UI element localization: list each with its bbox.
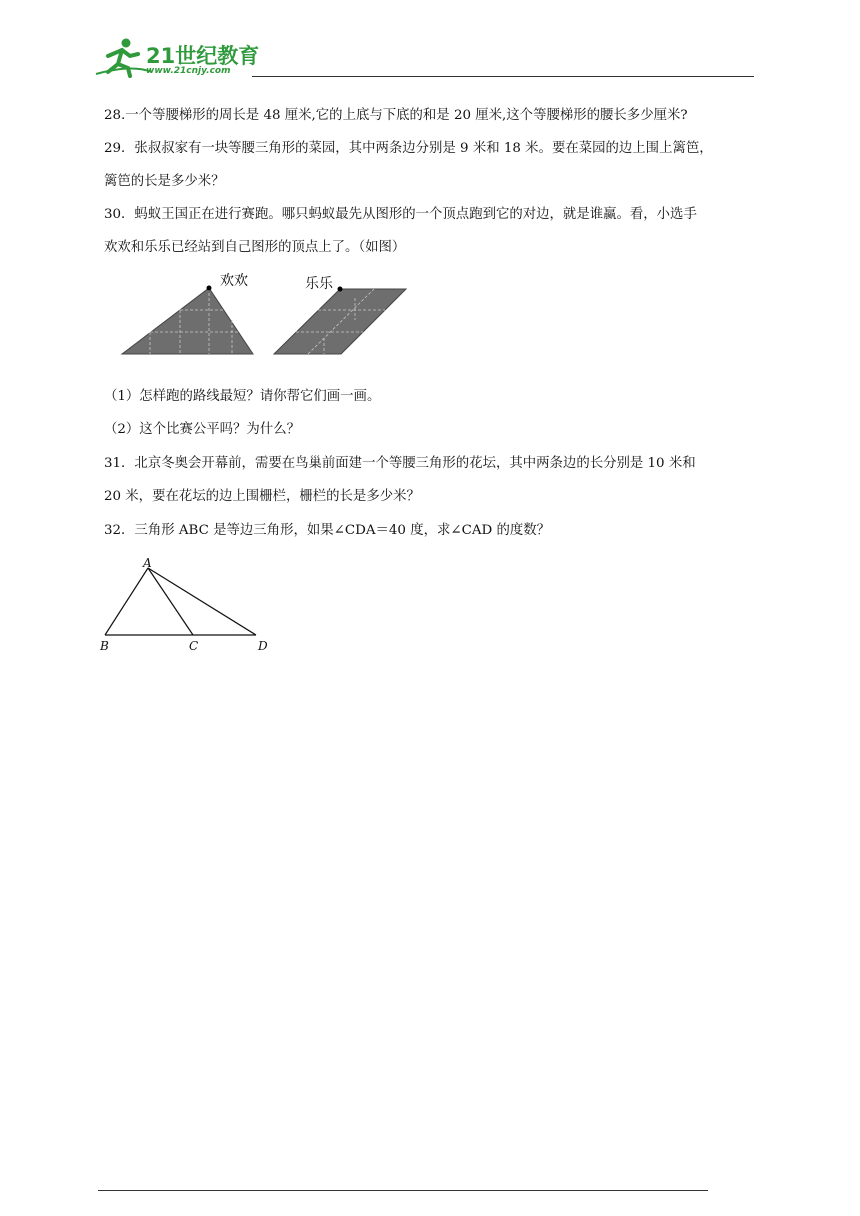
segment-ab <box>105 568 148 635</box>
huanhuan-ant-dot <box>207 286 212 291</box>
question-29-line-1: 29．张叔叔家有一块等腰三角形的菜园，其中两条边分别是 9 米和 18 米。要在菜园的边上围上篱笆， <box>104 141 713 156</box>
label-huanhuan: 欢欢 <box>220 273 248 289</box>
question-28: 28.一个等腰梯形的周长是 48 厘米,它的上底与下底的和是 20 厘米,这个等腰梯形的腰长多少厘米? <box>104 108 688 123</box>
question-31-line-2: 20 米，要在花坛的边上围栅栏，栅栏的长是多少米？ <box>104 489 420 504</box>
point-a-label: A <box>143 556 152 570</box>
question-30-line-2: 欢欢和乐乐已经站到自己图形的顶点上了。（如图） <box>104 240 406 255</box>
question-30-line-1: 30．蚂蚁王国正在进行赛跑。哪只蚂蚁最先从图形的一个顶点跑到它的对边，就是谁赢。看，小选手 <box>104 207 697 222</box>
logo-text: 21世纪教育 <box>146 44 260 68</box>
question-29-line-2: 篱笆的长是多少米？ <box>104 174 225 189</box>
header-rule <box>252 76 754 77</box>
lele-ant-dot <box>338 287 343 292</box>
segment-ad <box>148 568 256 635</box>
label-lele: 乐乐 <box>305 276 333 292</box>
parallelogram-shape <box>274 289 406 354</box>
point-b-label: B <box>100 639 109 653</box>
point-d-label: D <box>258 639 268 653</box>
question-32: 32．三角形 ABC 是等边三角形，如果∠CDA＝40 度，求∠CAD 的度数？ <box>104 523 551 538</box>
question-31-line-1: 31．北京冬奥会开幕前，需要在鸟巢前面建一个等腰三角形的花坛，其中两条边的长分别是 10 米和 <box>104 456 696 471</box>
point-c-label: C <box>189 639 199 653</box>
triangle-abcd-figure <box>96 554 286 658</box>
triangle-shape <box>122 288 253 354</box>
race-figure <box>110 268 420 364</box>
logo-url: www.21cnjy.com <box>146 66 231 76</box>
question-30-sub-2: （2）这个比赛公平吗？为什么？ <box>104 422 300 437</box>
question-30-sub-1: （1）怎样跑的路线最短？请你帮它们画一画。 <box>104 389 381 404</box>
footer-rule <box>98 1190 708 1191</box>
segment-ac <box>148 568 193 635</box>
